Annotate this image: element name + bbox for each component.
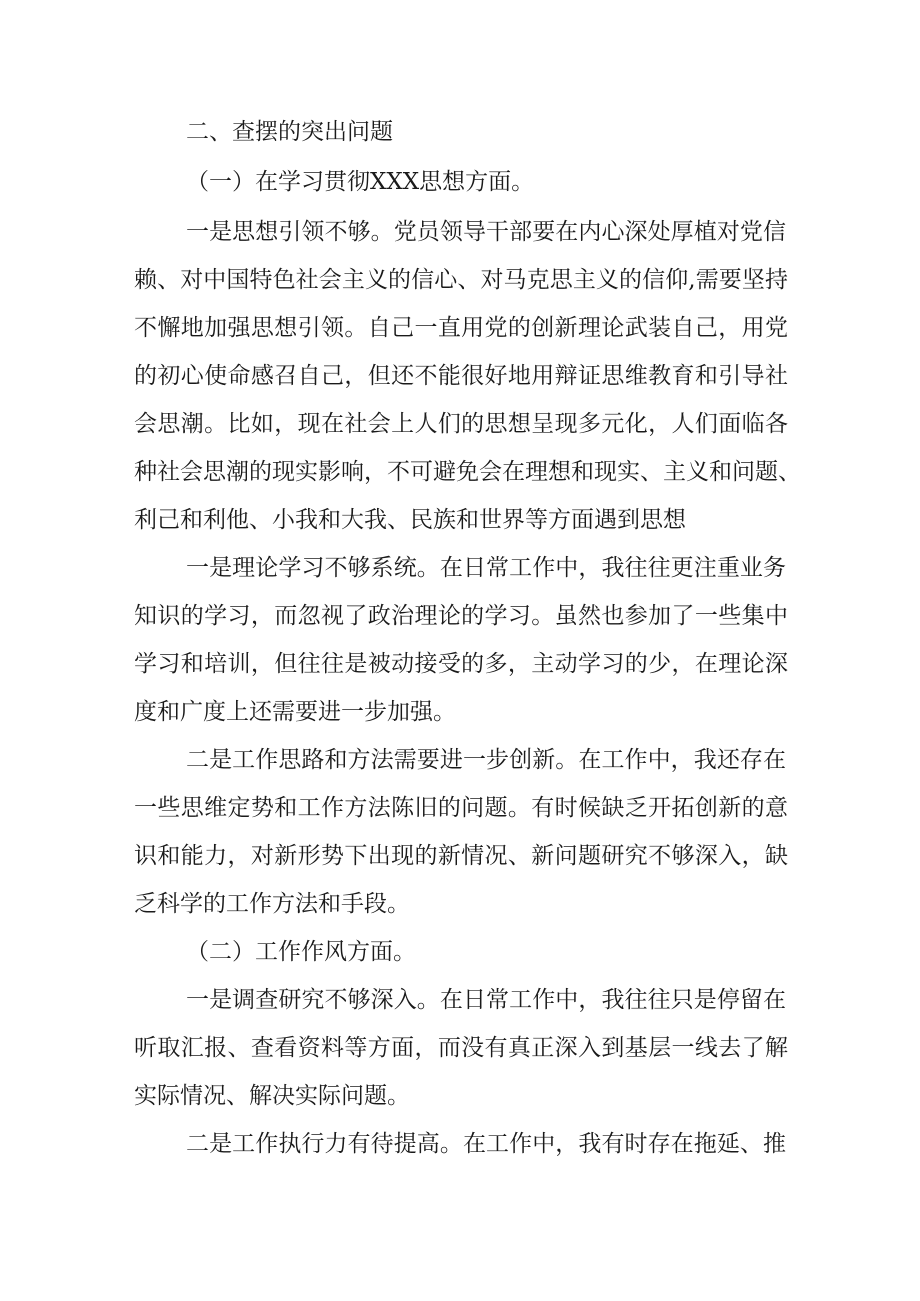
paragraph-line: 学习和培训，但往往是被动接受的多，主动学习的少，在理论深 xyxy=(134,651,788,677)
paragraph-line: 二是工作思路和方法需要进一步创新。在工作中，我还存在 xyxy=(186,747,786,773)
paragraph-line: 种社会思潮的现实影响，不可避免会在理想和现实、主义和问题、 xyxy=(134,459,801,485)
paragraph-line: 利己和利他、小我和大我、民族和世界等方面遇到思想 xyxy=(134,507,686,533)
paragraph-line: 知识的学习，而忽视了政治理论的学习。虽然也参加了一些集中 xyxy=(134,603,788,629)
paragraph-line: 度和广度上还需要进一步加强。 xyxy=(134,699,456,725)
paragraph-line: 实际情况、解决实际问题。 xyxy=(134,1083,410,1109)
paragraph-line: 二是工作执行力有待提高。在工作中，我有时存在拖延、推 xyxy=(186,1131,786,1157)
paragraph-line: 听取汇报、查看资料等方面，而没有真正深入到基层一线去了解 xyxy=(134,1035,788,1061)
paragraph-line: 会思潮。比如，现在社会上人们的思想呈现多元化，人们面临各 xyxy=(134,411,788,437)
paragraph-line: 一些思维定势和工作方法陈旧的问题。有时候缺乏开拓创新的意 xyxy=(134,795,788,821)
paragraph-line: 一是理论学习不够系统。在日常工作中，我往往更注重业务 xyxy=(186,555,786,581)
paragraph-line: 一是思想引领不够。党员领导干部要在内心深处厚植对党信 xyxy=(186,219,786,245)
paragraph-line: 乏科学的工作方法和手段。 xyxy=(134,891,410,917)
paragraph-line: 不懈地加强思想引领。自己一直用党的创新理论武装自己，用党 xyxy=(134,315,788,341)
section-heading: 二、查摆的突出问题 xyxy=(186,119,393,145)
subsection-heading-1: （一）在学习贯彻XXX思想方面。 xyxy=(186,169,535,195)
subsection-heading-2: （二）工作作风方面。 xyxy=(186,939,416,965)
paragraph-line: 赖、对中国特色社会主义的信心、对马克思主义的信仰,需要坚持 xyxy=(134,267,788,293)
paragraph-line: 的初心使命感召自己，但还不能很好地用辩证思维教育和引导社 xyxy=(134,363,788,389)
paragraph-line: 一是调查研究不够深入。在日常工作中，我往往只是停留在 xyxy=(186,987,786,1013)
paragraph-line: 识和能力，对新形势下出现的新情况、新问题研究不够深入，缺 xyxy=(134,843,788,869)
